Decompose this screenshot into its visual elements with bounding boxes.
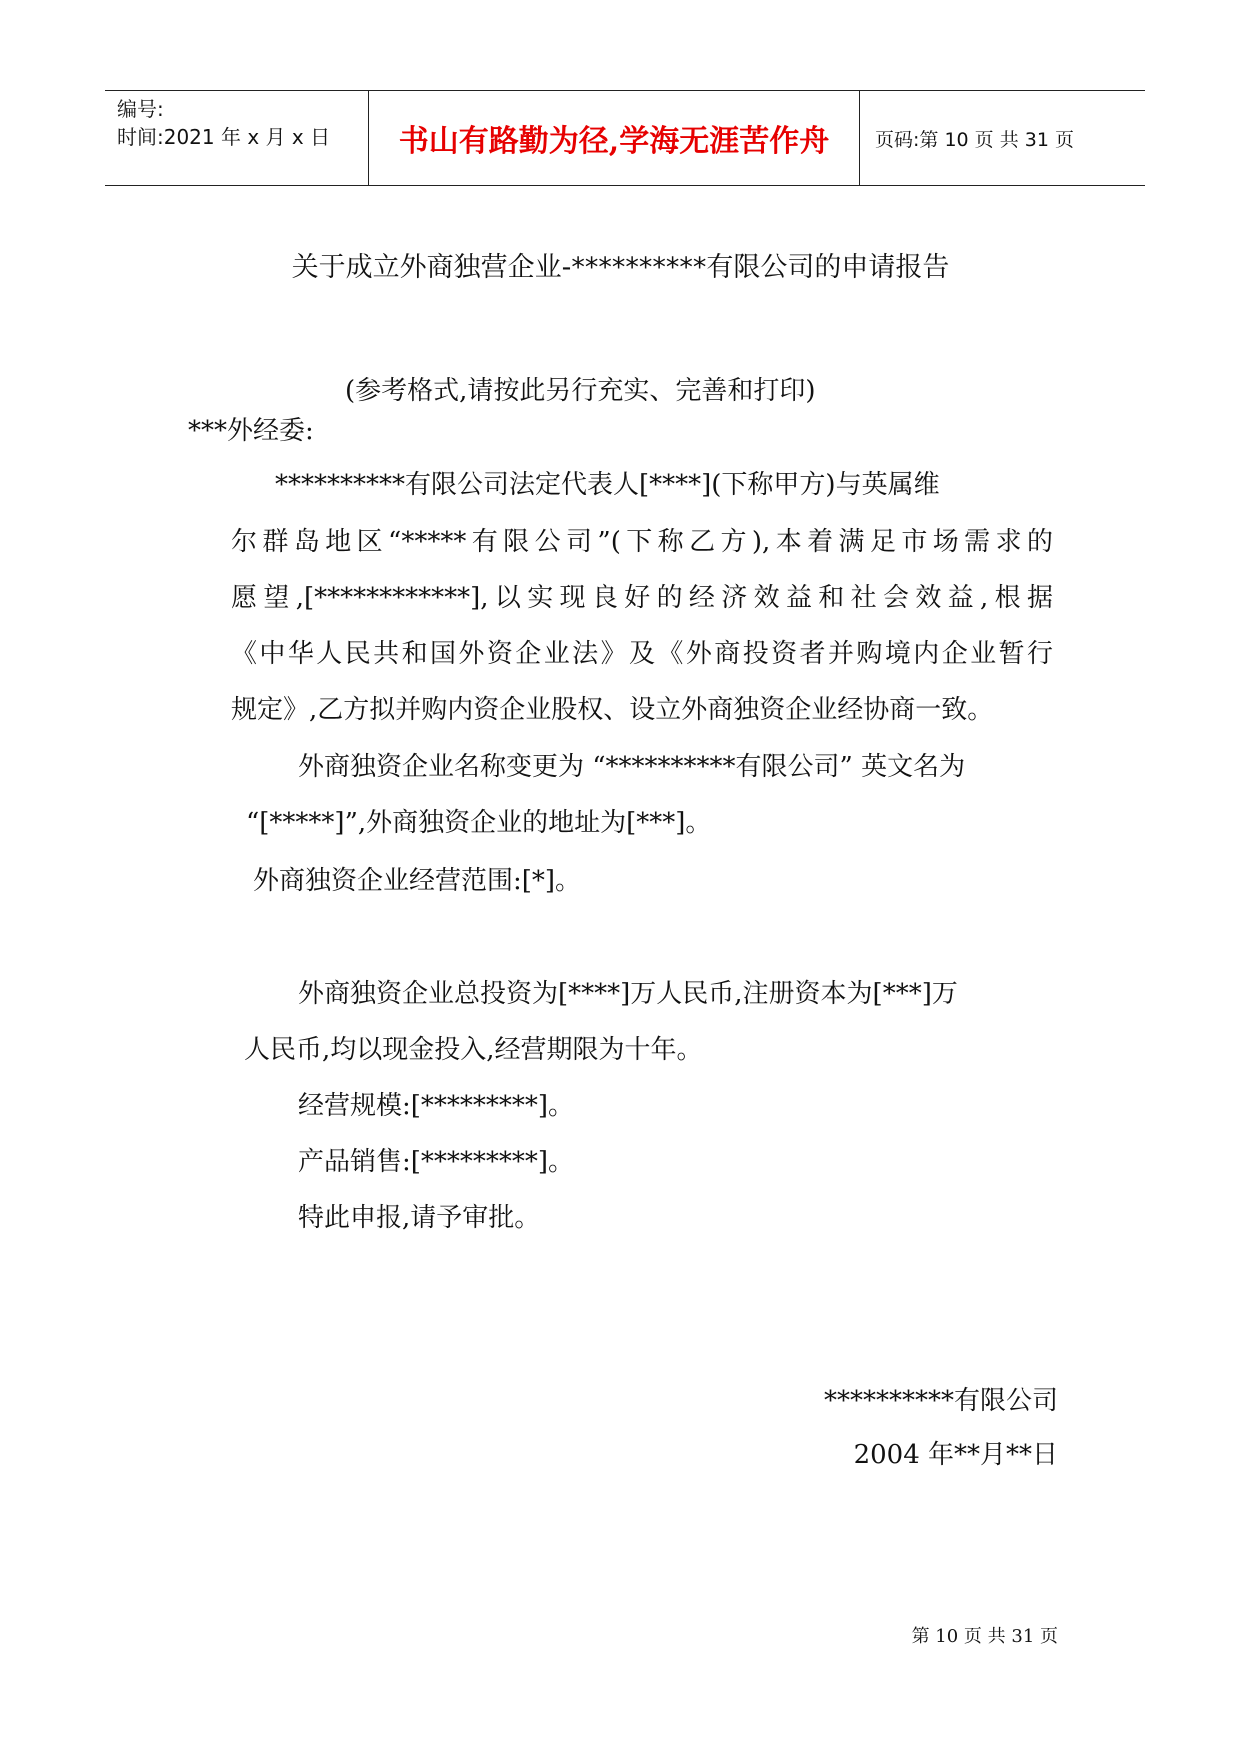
paragraph-line: 外商独资企业经营范围:[*]。 [253,866,582,896]
footer-page-number: 第 10 页 共 31 页 [911,1626,1058,1647]
paragraph-line: 《中华人民共和国外资企业法》及《外商投资者并购境内企业暂行 [231,639,1053,669]
paragraph-line: 规定》,乙方拟并购内资企业股权、设立外商独资企业经协商一致。 [231,695,994,725]
paragraph-line: **********有限公司法定代表人[****](下称甲方)与英属维 [275,470,940,500]
paragraph-line: 特此申报,请予审批。 [298,1203,541,1233]
header-motto: 书山有路勤为径,学海无涯苦作舟 [398,124,830,159]
addressee: ***外经委: [188,416,314,446]
paragraph-line: 外商独资企业名称变更为 “**********有限公司” 英文名为 [298,752,966,782]
serial-label: 编号: [117,97,164,121]
time-label: 时间:2021 年 x 月 x 日 [117,125,331,149]
paragraph-line: “[*****]”,外商独资企业的地址为[***]。 [246,808,712,838]
paragraph-line: 外商独资企业总投资为[****]万人民币,注册资本为[***]万 [298,979,958,1009]
signature-company: **********有限公司 [823,1386,1058,1416]
header-divider [368,91,369,185]
header-table [105,90,1145,186]
paragraph-line: 经营规模:[*********]。 [298,1091,575,1121]
header-divider [859,91,860,185]
header-meta [117,95,362,151]
document-title: 关于成立外商独营企业-**********有限公司的申请报告 [291,252,950,283]
paragraph-line: 尔群岛地区“*****有限公司”(下称乙方),本着满足市场需求的 [231,527,1053,557]
paragraph-line: 产品销售:[*********]。 [298,1147,575,1177]
format-note: (参考格式,请按此另行充实、完善和打印) [345,376,816,406]
paragraph-line: 人民币,均以现金投入,经营期限为十年。 [244,1035,703,1065]
header-page-info: 页码:第 10 页 共 31 页 [875,128,1074,151]
signature-date: 2004 年**月**日 [853,1440,1058,1470]
paragraph-line: 愿望,[************],以实现良好的经济效益和社会效益,根据 [231,583,1053,613]
